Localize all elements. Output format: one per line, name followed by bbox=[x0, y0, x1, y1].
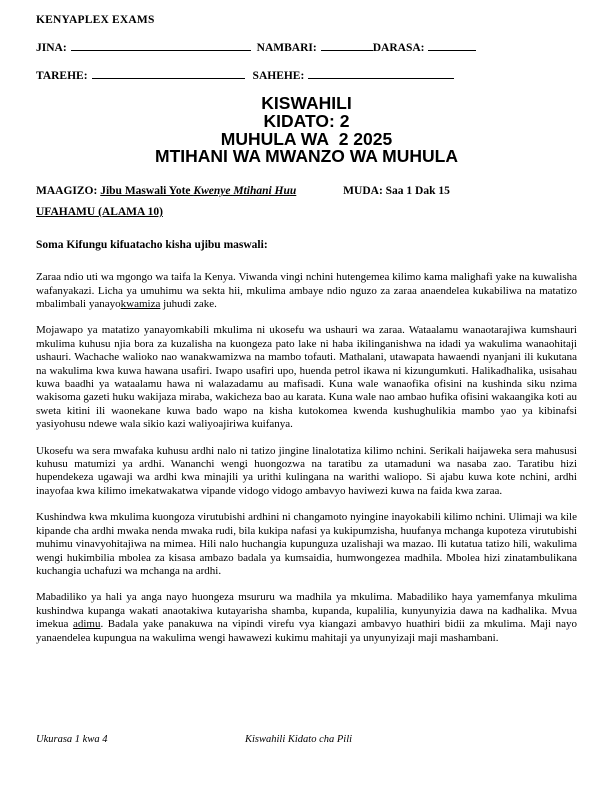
paragraph-5-underlined-word: adimu bbox=[72, 618, 101, 631]
page-number: Ukurasa 1 kwa 4 bbox=[36, 734, 108, 745]
number-label: NAMBARI: bbox=[256, 42, 317, 54]
number-blank-line bbox=[321, 40, 373, 51]
signature-label: SAHEHE: bbox=[252, 70, 305, 82]
instructions-text-plain: Jibu Maswali Yote bbox=[100, 185, 194, 198]
instructions-text bbox=[100, 185, 296, 197]
exam-title-block bbox=[36, 95, 577, 166]
signature-blank-line bbox=[308, 68, 454, 79]
paragraph-5-text: Mabadiliko ya hali ya anga nayo huongeza msururu wa madhila ya mkulima. Mabadiliko haya yamemfanya mkulima kushindwa kupanga wakati anaotakiwa kutayarisha shamba, kupanda, kupalilia, kunyunyizia dawa na kadhalika. Mvua imekua bbox=[36, 591, 577, 631]
passage-intro: Soma Kifungu kifuatacho kisha ujibu maswali: bbox=[36, 239, 268, 252]
subject-title: KISWAHILI bbox=[261, 93, 352, 113]
date-label: TAREHE: bbox=[36, 70, 88, 82]
date-blank-line bbox=[92, 68, 245, 79]
class-label: DARASA: bbox=[372, 42, 425, 54]
paragraph-1-underlined-word: kwamiza bbox=[120, 298, 161, 310]
page-footer bbox=[36, 734, 577, 745]
paragraph-5-text-end: . Badala yake panakuwa na vipindi virefu vya kiangazi ambavyo huathiri bidii za mkulima. Maji nayo yanaendelea kupungua na wakulima wengi hawawezi kukimu mahitaji ya unyunyizaji maji mashambani. bbox=[36, 618, 577, 644]
passage-paragraph-3: Ukosefu wa sera mwafaka kuhusu ardhi nalo ni tatizo jingine linalotatiza kilimo nchini. Serikali haijaweka sera mahususi kuhusu matumizi ya ardhi. Wananchi wengi huongozwa na taratibu za utamaduni wa nasaba zao. Taratibu hizi hupendekeza ugawaji wa ardhi kwa minajili ya urithi kulingana na warithi waliopo. Si ajabu kuwa kote nchini, ardhi inayofaa kwa kilimo imekatwakatwa vipande vidogo vidogo ambavyo haviwezi kuwa na faida kwa zaraa. bbox=[36, 444, 577, 497]
passage-paragraph-2: Mojawapo ya matatizo yanayomkabili mkulima ni ukosefu wa ushauri wa zaraa. Wataalamu wanaotarajiwa kumshauri mkulima kuhusu njia bora za kuzalisha na kuongeza pato lake ni haba ikilinganishwa na idadi ya wakulima wanaohitaji ushauri. Wachache walioko nao wanakwamizwa na mambo tofauti. Mathalani, utawapata hawaendi nyanjani ili kukutana na wakulima kwa kuwa hawana usafiri. Iwapo usafiri upo, huenda petrol ikawa ni kizungumkuti. Halikadhalika, usisahau kuwa baadhi ya wataalamu hawa ni walazadamu au mafisadi. Kuna wale wanaofika ofisini na kushinda siku nzima wakisoma gazeti huku wakijaza miraba, wakicheza bao au karata. Kuna wale nao ambao hufika ofisini wakaangika koti au sweta kitini ili waonekane kuwa bado wapo na kisha kutokomea kwenda kushughulikia mambo yao ya kibinafsi yasiyohusu ndewe wala sikio kazi waliyoajiriwa kuifanya. bbox=[36, 324, 577, 431]
date-signature-row bbox=[36, 68, 577, 82]
instructions-label: MAAGIZO: bbox=[36, 185, 98, 198]
paragraph-1-text-end: juhudi zake. bbox=[160, 298, 217, 310]
paragraph-1-text: Zaraa ndio uti wa mgongo wa taifa la Kenya. Viwanda vingi nchini hutengemea kilimo kama malighafi yake na kuwalisha wafanyakazi. Licha ya umuhimu wa sekta hii, mkulima ambaye ndio nguzo za zaraa anaendelea kukabiliwa na matatizo mbalimbali yanayo bbox=[36, 271, 577, 310]
duration-text: MUDA: Saa 1 Dak 15 bbox=[343, 185, 450, 198]
name-label: JINA: bbox=[36, 42, 67, 54]
passage-paragraph-4: Kushindwa kwa mkulima kuongoza virutubishi ardhini ni changamoto nyingine inayokabili kilimo nchini. Ulimaji wa kile kipande cha ardhi mwaka nenda mwaka rudi, bila kukipa nafasi ya kukipumzisha, huufanya mchanga kupoteza virutubishi muhimu vinavyohitajiwa na mimea. Hili nalo huchangia kupunguza uzalishaji wa mazao. Ili kutatua tatizo hili, wakulima wengi hukimbilia mbolea za kisasa ambazo badala ya kumsaidia, humwongezea madhila. Mbolea hizi zinatambulikana kuchangia uchafuzi wa mchanga na ardhi. bbox=[36, 511, 577, 577]
passage-paragraph-5 bbox=[36, 591, 577, 645]
term-title: MUHULA WA 2 2025 bbox=[220, 128, 393, 149]
student-info-row bbox=[36, 40, 577, 54]
name-blank-line bbox=[71, 40, 251, 51]
passage-paragraph-1 bbox=[36, 271, 577, 311]
section-heading: UFAHAMU (ALAMA 10) bbox=[36, 206, 163, 219]
instructions-row bbox=[36, 185, 577, 197]
class-blank-line bbox=[428, 40, 476, 51]
form-title: KIDATO: 2 bbox=[263, 110, 350, 131]
document-title: Kiswahili Kidato cha Pili bbox=[245, 734, 353, 745]
instructions-text-italic: Kwenye Mtihani Huu bbox=[193, 185, 297, 198]
exam-name-title: MTIHANI WA MWANZO WA MUHULA bbox=[155, 146, 458, 167]
exam-board-name: KENYAPLEX EXAMS bbox=[36, 14, 155, 26]
